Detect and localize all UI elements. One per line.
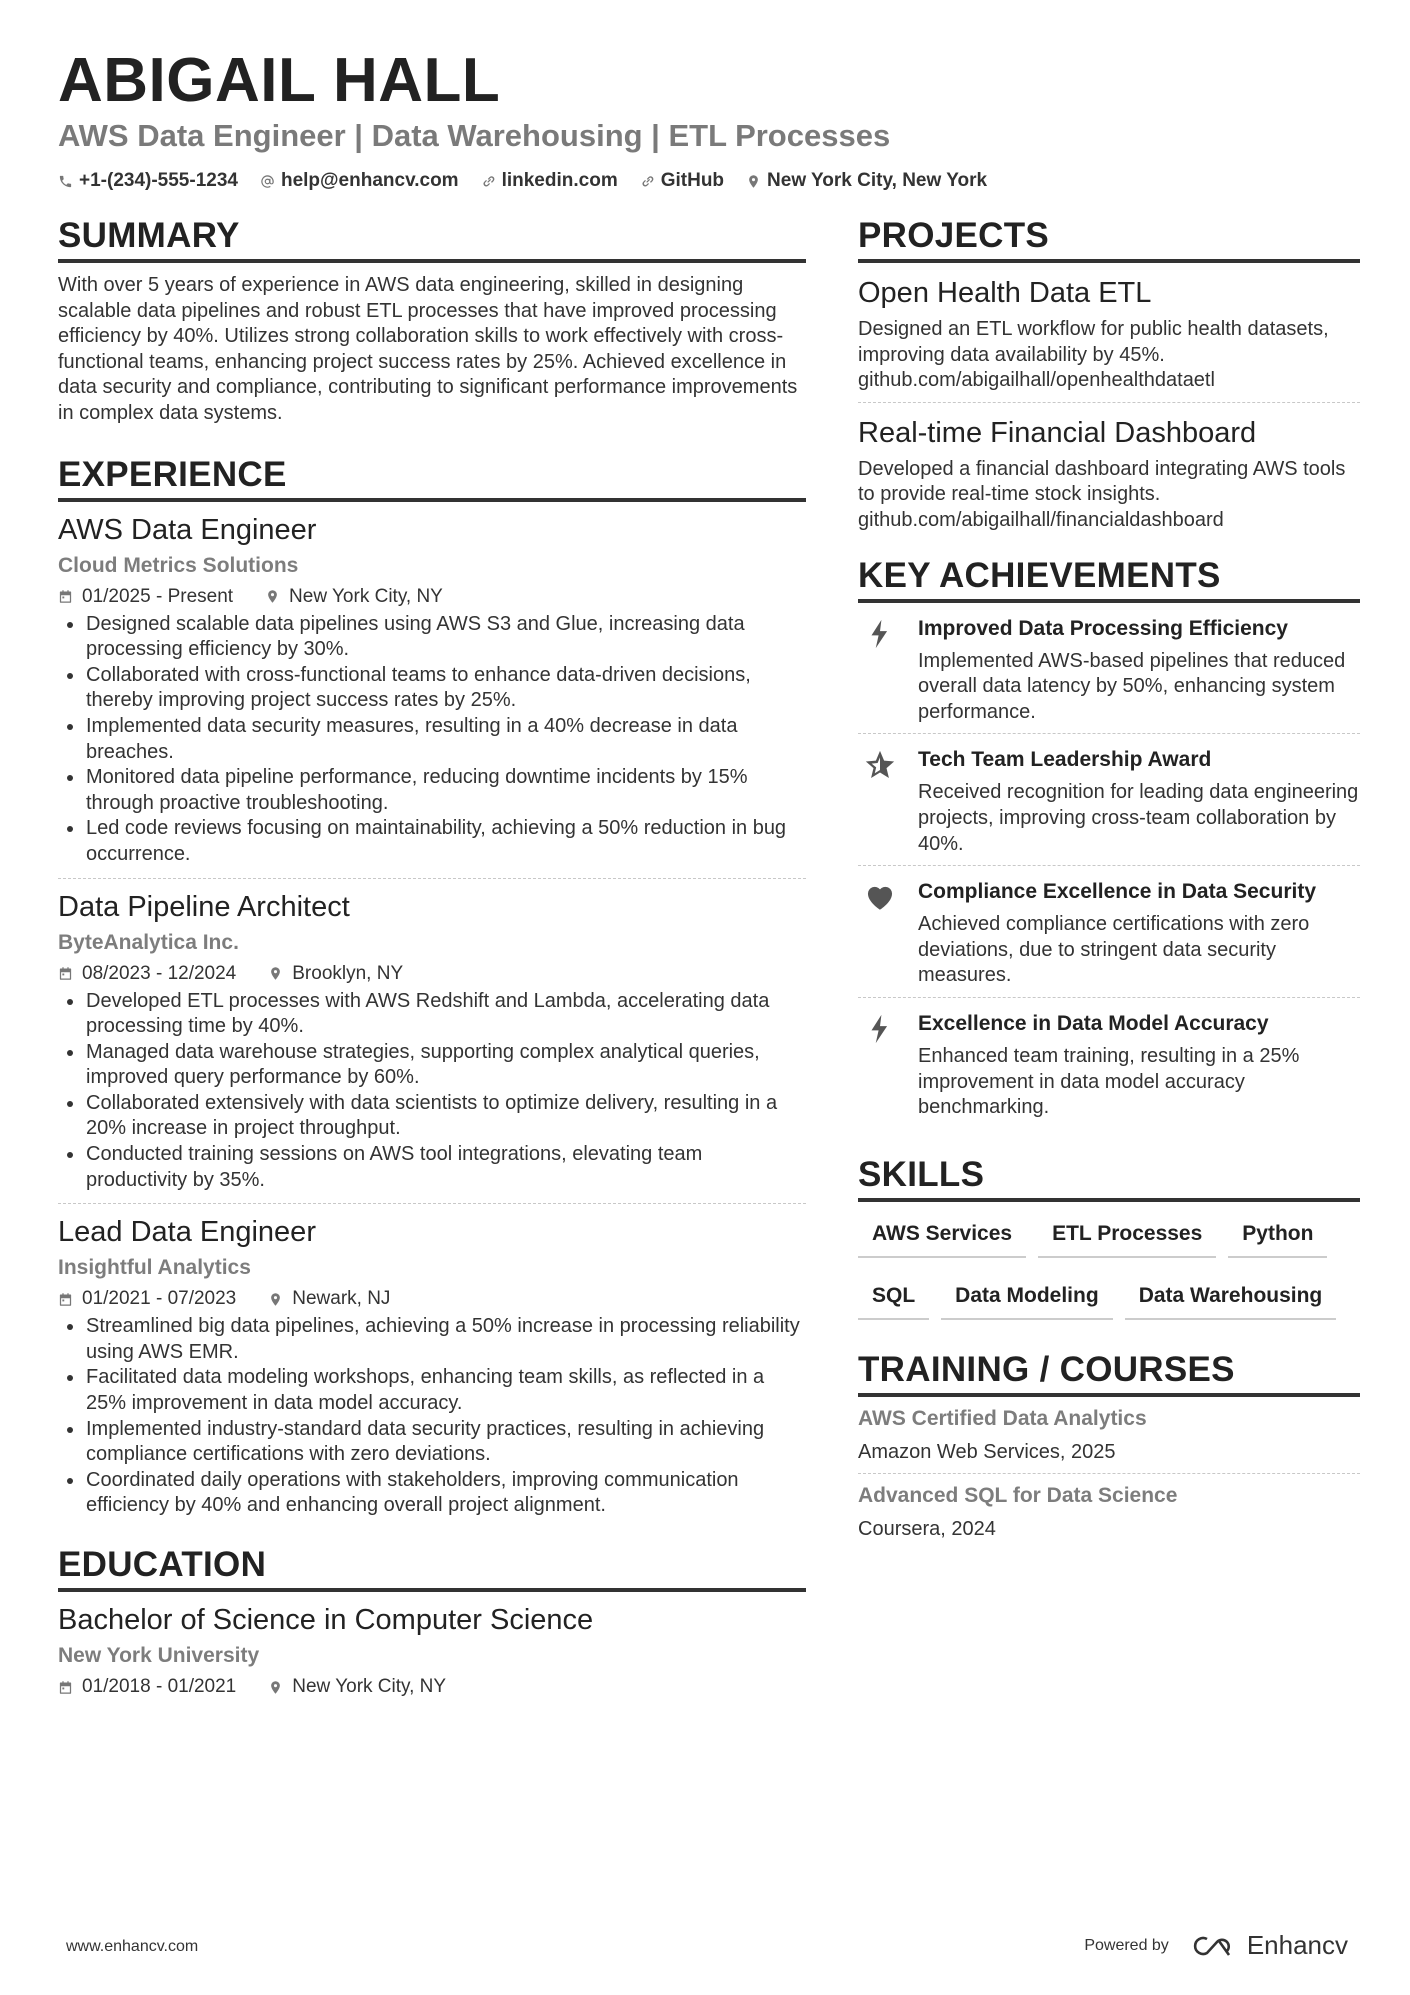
bullet-item: Implemented industry-standard data security practices, resulting in achieving compliance certifications with zero deviations.: [58, 1417, 806, 1468]
dates-text: 01/2025 - Present: [82, 585, 234, 607]
location-text: New York City, New York: [767, 170, 988, 191]
email-text: help@enhancv.com: [280, 170, 459, 191]
summary-heading: SUMMARY: [58, 214, 806, 263]
project-entry: [858, 415, 1360, 542]
job-meta: [58, 1286, 806, 1312]
headline: AWS Data Engineer | Data Warehousing | ETL Processes: [58, 118, 891, 153]
contact-github[interactable]: [640, 168, 724, 194]
achievement-description: Achieved compliance certifications with zero deviations, due to stringent data security measures.: [918, 913, 1310, 987]
achievements-section: [858, 554, 1360, 1129]
skill-tag: Data Warehousing: [1125, 1274, 1337, 1320]
achievement-entry: [858, 998, 1360, 1129]
achievement-description: Implemented AWS-based pipelines that reduced overall data latency by 50%, enhancing system performance.: [918, 649, 1346, 723]
link-icon: [481, 174, 496, 189]
dates-text: 01/2018 - 01/2021: [82, 1676, 237, 1697]
company-name: Cloud Metrics Solutions: [58, 553, 299, 577]
project-link[interactable]: github.com/abigailhall/financialdashboard: [858, 508, 1224, 531]
job-dates: [58, 584, 233, 610]
course-entry: [858, 1397, 1360, 1474]
company-name: ByteAnalytica Inc.: [58, 930, 239, 954]
bullet-item: Managed data warehouse strategies, supporting complex analytical queries, improved query performance by 60%.: [58, 1040, 806, 1091]
course-entry: [858, 1474, 1360, 1550]
contact-location: [746, 168, 987, 194]
job-bullets: [58, 989, 806, 1194]
course-provider: Amazon Web Services, 2025: [858, 1440, 1116, 1463]
achievements-heading: KEY ACHIEVEMENTS: [858, 554, 1360, 603]
experience-section: [58, 453, 806, 1529]
school-name: New York University: [58, 1644, 260, 1667]
degree-title: Bachelor of Science in Computer Science: [58, 1604, 594, 1636]
left-column: [58, 214, 806, 1700]
map-pin-icon: [746, 174, 761, 189]
project-title: Open Health Data ETL: [858, 277, 1152, 309]
training-heading: TRAINING / COURSES: [858, 1348, 1360, 1397]
job-meta: [58, 584, 806, 610]
phone-icon: [58, 174, 73, 189]
course-provider: Coursera, 2024: [858, 1517, 996, 1540]
training-section: [858, 1348, 1360, 1550]
summary-section: [58, 214, 806, 427]
project-description-text: Developed a financial dashboard integrating AWS tools to provide real-time stock insights.: [858, 457, 1346, 506]
phone-text: +1-(234)-555-1234: [79, 170, 238, 191]
job-bullets: [58, 612, 806, 868]
map-pin-icon: [268, 966, 283, 981]
projects-section: [858, 214, 1360, 542]
skills-section: [858, 1153, 1360, 1336]
job-entry: [58, 512, 806, 879]
lightning-bolt-icon: [858, 615, 902, 726]
project-entry: [858, 275, 1360, 403]
job-location: [265, 584, 443, 610]
powered-by-label: Powered by: [1084, 1936, 1169, 1954]
map-pin-icon: [268, 1292, 283, 1307]
achievement-title: Compliance Excellence in Data Security: [918, 880, 1316, 904]
job-bullets: [58, 1314, 806, 1519]
bullet-item: Developed ETL processes with AWS Redshift and Lambda, accelerating data processing time by 40%.: [58, 989, 806, 1040]
contact-linkedin[interactable]: [481, 168, 618, 194]
candidate-name: ABIGAIL HALL: [58, 46, 501, 115]
job-meta: [58, 961, 806, 987]
project-link[interactable]: github.com/abigailhall/openhealthdataetl: [858, 369, 1215, 392]
github-text: GitHub: [660, 170, 725, 191]
skill-tag: Data Modeling: [941, 1274, 1113, 1320]
enhancv-logo-icon: [1193, 1933, 1239, 1959]
projects-heading: PROJECTS: [858, 214, 1360, 263]
bullet-item: Led code reviews focusing on maintainability, achieving a 50% reduction in bug occurrence.: [58, 816, 806, 867]
footer-branding: [1084, 1930, 1348, 1961]
location-text: Brooklyn, NY: [292, 962, 404, 984]
bullet-item: Streamlined big data pipelines, achieving a 50% increase in processing reliability using AWS EMR.: [58, 1314, 806, 1365]
bullet-item: Conducted training sessions on AWS tool integrations, elevating team productivity by 35%.: [58, 1142, 806, 1193]
brand-logo[interactable]: [1193, 1930, 1348, 1961]
job-entry: [58, 889, 806, 1205]
map-pin-icon: [265, 589, 280, 604]
education-location: [268, 1674, 446, 1700]
bullet-item: Facilitated data modeling workshops, enhancing team skills, as reflected in a 25% improvement in data model accuracy.: [58, 1365, 806, 1416]
location-text: New York City, NY: [289, 585, 443, 607]
education-section: [58, 1543, 806, 1700]
project-description-text: Designed an ETL workflow for public health datasets, improving data availability by 45%.: [858, 318, 1329, 366]
achievement-entry: [858, 603, 1360, 735]
bullet-item: Implemented data security measures, resulting in a 40% decrease in data breaches.: [58, 714, 806, 765]
heart-icon: [858, 878, 902, 989]
achievement-entry: [858, 866, 1360, 998]
map-pin-icon: [268, 1680, 283, 1695]
education-dates: [58, 1674, 236, 1700]
bullet-item: Collaborated extensively with data scientists to optimize delivery, resulting in a 20% increase in project throughput.: [58, 1091, 806, 1142]
job-entry: [58, 1214, 806, 1529]
course-title: AWS Certified Data Analytics: [858, 1406, 1147, 1430]
job-title: AWS Data Engineer: [58, 513, 317, 546]
link-icon: [640, 174, 655, 189]
job-location: [268, 1286, 390, 1312]
contact-bar: [58, 168, 987, 194]
skill-tag: AWS Services: [858, 1212, 1026, 1258]
achievement-title: Excellence in Data Model Accuracy: [918, 1011, 1269, 1035]
location-text: New York City, NY: [292, 1676, 447, 1697]
location-text: Newark, NJ: [292, 1288, 391, 1310]
bullet-item: Designed scalable data pipelines using AWS S3 and Glue, increasing data processing efficiency by 30%.: [58, 612, 806, 663]
achievement-description: Received recognition for leading data engineering projects, improving cross-team collaboration by 40%.: [918, 781, 1359, 855]
achievement-entry: [858, 734, 1360, 866]
job-location: [268, 961, 403, 987]
bullet-item: Monitored data pipeline performance, reducing downtime incidents by 15% through proactive troubleshooting.: [58, 765, 806, 816]
job-dates: [58, 961, 236, 987]
project-description: [858, 317, 1360, 394]
contact-phone[interactable]: [58, 168, 238, 194]
right-column: [858, 214, 1360, 1550]
education-heading: EDUCATION: [58, 1543, 806, 1592]
achievement-title: Improved Data Processing Efficiency: [918, 616, 1288, 640]
course-title: Advanced SQL for Data Science: [858, 1483, 1178, 1507]
linkedin-text: linkedin.com: [501, 170, 618, 191]
skill-tag: ETL Processes: [1038, 1212, 1216, 1258]
company-name: Insightful Analytics: [58, 1256, 251, 1280]
summary-text: With over 5 years of experience in AWS data engineering, skilled in designing scalable data pipelines and robust ETL processes that have improved processing efficiency by 40%. Utilizes strong collaboration skills to work effectively with cross-functional teams, enhancing project success rates by 25%. Achieved excellence in data security and compliance, contributing to significant performance improvements in complex data systems.: [58, 274, 798, 424]
star-icon: [858, 746, 902, 857]
skill-tag: Python: [1228, 1212, 1327, 1258]
at-icon: [260, 174, 275, 189]
calendar-icon: [58, 966, 73, 981]
achievement-title: Tech Team Leadership Award: [918, 748, 1212, 772]
lightning-bolt-icon: [858, 1010, 902, 1121]
education-meta: [58, 1674, 806, 1700]
job-title: Lead Data Engineer: [58, 1216, 316, 1249]
contact-email[interactable]: [260, 168, 459, 194]
dates-text: 08/2023 - 12/2024: [82, 962, 237, 984]
bullet-item: Collaborated with cross-functional teams to enhance data-driven decisions, thereby improving project success rates by 25%.: [58, 663, 806, 714]
achievement-description: Enhanced team training, resulting in a 25% improvement in data model accuracy benchmarking.: [918, 1044, 1300, 1119]
skills-heading: SKILLS: [858, 1153, 1360, 1202]
project-title: Real-time Financial Dashboard: [858, 416, 1257, 449]
skills-list: [858, 1212, 1360, 1336]
calendar-icon: [58, 1292, 73, 1307]
skill-tag: SQL: [858, 1274, 929, 1320]
dates-text: 01/2021 - 07/2023: [82, 1288, 237, 1310]
job-title: Data Pipeline Architect: [58, 890, 350, 923]
footer-website[interactable]: www.enhancv.com: [66, 1938, 199, 1955]
project-description: [858, 457, 1360, 534]
calendar-icon: [58, 1680, 73, 1695]
calendar-icon: [58, 589, 73, 604]
brand-name: Enhancv: [1246, 1930, 1348, 1960]
experience-heading: EXPERIENCE: [58, 453, 806, 502]
resume-page: [58, 0, 1360, 1995]
job-dates: [58, 1286, 236, 1312]
bullet-item: Coordinated daily operations with stakeholders, improving communication efficiency by 40% and enhancing overall project alignment.: [58, 1468, 806, 1519]
